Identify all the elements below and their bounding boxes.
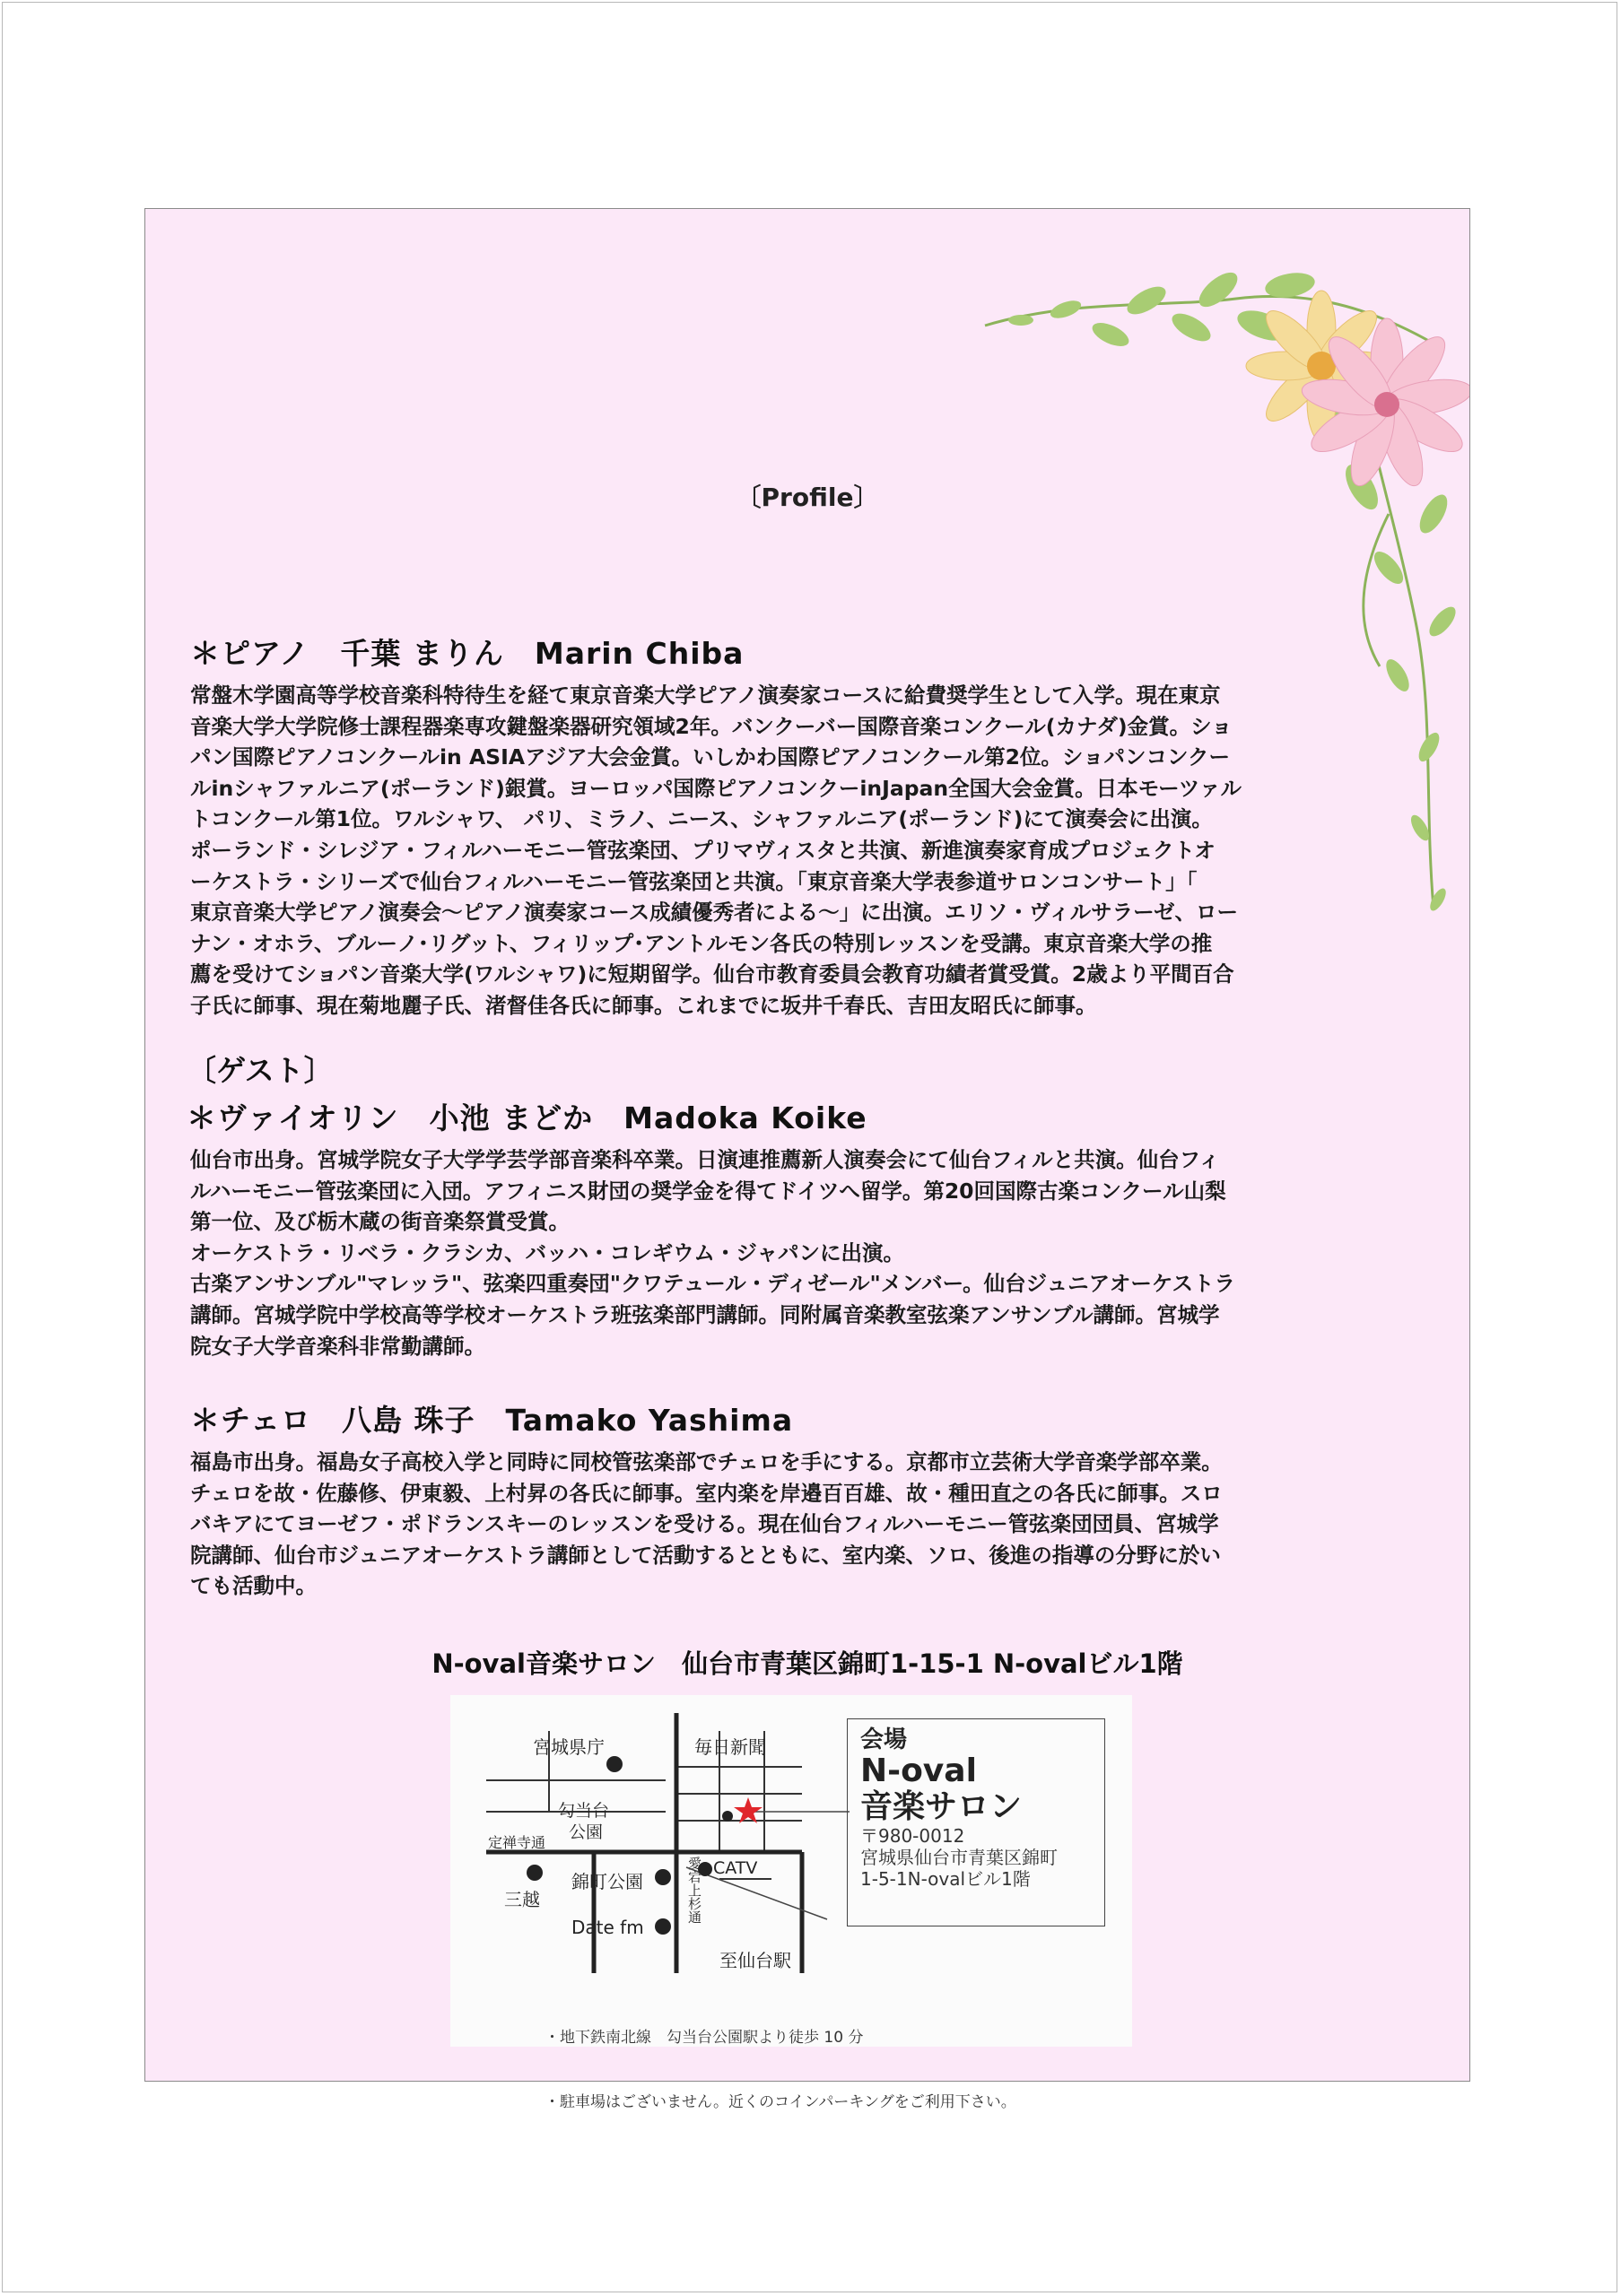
- cellist-bio-line: ても活動中。: [190, 1573, 317, 1599]
- pref-office-marker: [606, 1756, 623, 1772]
- venue-map: [450, 1695, 1132, 2111]
- profile-flyer: [144, 208, 1470, 2111]
- guest-section: [187, 1048, 1425, 1361]
- pianist-bio-line: パン国際ピアノコンクールin ASIAアジア大会金賞。いしかわ国際ピアノコンクール第2位。ショパンコンクー: [190, 744, 1230, 770]
- pianist-bio-line: 東京音楽大学ピアノ演奏会～ピアノ演奏家コース成績優秀者による～」に出演。エリソ・ヴィルサラーゼ、ロー: [190, 900, 1238, 926]
- map-label-koutoudai-1: 勾当台: [558, 1801, 610, 1821]
- pianist-bio-line: ポーランド・シレジア・フィルハーモニー管弦楽団、プリマヴィスタと共演、新進演奏家育成プロジェクトオ: [190, 837, 1216, 863]
- nishikicho-park-marker: [655, 1869, 671, 1885]
- map-label-mitsukoshi: 三越: [504, 1889, 540, 1910]
- cellist-bio-line: 福島市出身。福島女子高校入学と同時に同校管弦楽部でチェロを手にする。京都市立芸術大学音楽学部卒業。: [190, 1449, 1223, 1474]
- cellist-bio-line: バキアにてヨーゼフ・ポドランスキーのレッスンを受ける。現在仙台フィルハーモニー管弦楽団団員、宮城学: [190, 1511, 1219, 1537]
- violinist-bio-line: 仙台市出身。宮城学院女子大学学芸学部音楽科卒業。日演連推薦新人演奏会にて仙台フィルと共演。仙台フィ: [190, 1147, 1220, 1172]
- cellist-bio-line: チェロを故・佐藤修、伊東毅、上村昇の各氏に師事。室内楽を岸邉百百雄、故・種田直之の各氏に師事。スロ: [190, 1480, 1223, 1506]
- map-label-koutoudai-2: 公園: [569, 1822, 604, 1842]
- venue-box-name: N-oval: [860, 1752, 977, 1789]
- venue-box-label: 会場: [860, 1726, 908, 1753]
- guest-title: 〔ゲスト〕: [187, 1053, 334, 1088]
- mitsukoshi-marker: [527, 1865, 543, 1881]
- venue-box-address: 1-5-1N-ovalビル1階: [860, 1868, 1031, 1890]
- profile-title: 〔Profile〕: [736, 483, 879, 512]
- venue-box-postal: 〒980-0012: [860, 1825, 965, 1847]
- pianist-bio-line: 薦を受けてショパン音楽大学(ワルシャワ)に短期留学。仙台市教育委員会教育功績者賞受賞。2歳より平間百合: [190, 961, 1234, 987]
- violinist-bio-line: 古楽アンサンブル"マレッラ"、弦楽四重奏団"クワテュール・ディゼール"メンバー。仙台ジュニアオーケストラ: [190, 1271, 1235, 1297]
- pianist-bio-line: ルinシャファルニア(ポーランド)銀賞。ヨーロッパ国際ピアノコンクーinJapan全国大会金賞。日本モーツァル: [190, 775, 1242, 801]
- map-label-mainichi: 毎日新聞: [694, 1736, 766, 1758]
- violinist-bio-line: オーケストラ・リベラ・クラシカ、バッハ・コレギウム・ジャパンに出演。: [190, 1239, 904, 1265]
- map-label-to-station: 至仙台駅: [719, 1950, 791, 1971]
- pianist-bio-line: トコンクール第1位。ワルシャワ、 パリ、ミラノ、ニース、シャファルニア(ポーランド)にて演奏会に出演。: [190, 806, 1213, 832]
- violinist-bio-line: 院女子大学音楽科非常勤講師。: [190, 1333, 485, 1359]
- violinist-heading: ＊ヴァイオリン 小池 まどか Madoka Koike: [187, 1100, 867, 1135]
- pianist-bio-line: 音楽大学大学院修士課程器楽専攻鍵盤楽器研究領域2年。バンクーバー国際音楽コンクール(カナダ)金賞。ショ: [190, 713, 1233, 739]
- access-notes: [545, 1984, 1016, 2156]
- pianist-section: [190, 631, 1428, 1022]
- map-label-atago-street: 愛宕上杉通: [686, 1857, 702, 1924]
- pianist-heading: ＊ピアノ 千葉 まりん Marin Chiba: [190, 636, 745, 671]
- cellist-bio-line: 院講師、仙台市ジュニアオーケストラ講師として活動するとともに、室内楽、ソロ、後進の指導の分野に於い: [190, 1542, 1221, 1568]
- date-fm-marker: [655, 1918, 671, 1935]
- pianist-bio-line: 子氏に師事、現在菊地麗子氏、渚督佳各氏に師事。これまでに坂井千春氏、吉田友昭氏に師事。: [190, 992, 1097, 1018]
- venue-box-address: 宮城県仙台市青葉区錦町: [860, 1847, 1058, 1868]
- venue-star-icon: [734, 1797, 763, 1823]
- pianist-bio-line: 常盤木学園高等学校音楽科特待生を経て東京音楽大学ピアノ演奏家コースに給費奨学生として入学。現在東京: [190, 683, 1221, 708]
- map-label-jozenji: 定禅寺通: [488, 1834, 546, 1851]
- venue-box-name: 音楽サロン: [860, 1788, 1023, 1825]
- access-note: ・駐車場はございません。近くのコインパーキングをご利用下さい。: [545, 2093, 1016, 2111]
- cellist-heading: ＊チェロ 八島 珠子 Tamako Yashima: [190, 1403, 794, 1438]
- pianist-bio-line: ナン・オホラ、ブルーノ･リグット、フィリップ･アントルモン各氏の特別レッスンを受講。東京音楽大学の推: [190, 930, 1213, 956]
- cellist-section: [190, 1397, 1428, 1602]
- map-label-catv: CATV: [713, 1858, 758, 1878]
- mainichi-marker: [722, 1811, 733, 1822]
- access-note: ・地下鉄南北線 勾当台公園駅より徒歩 10 分: [545, 2029, 864, 2047]
- violinist-bio-line: 第一位、及び栃木蔵の街音楽祭賞受賞。: [190, 1209, 570, 1235]
- venue-address-line: N-oval音楽サロン 仙台市青葉区錦町1-15-1 N-ovalビル1階: [431, 1648, 1183, 1679]
- pianist-bio-line: ーケストラ・シリーズで仙台フィルハーモニー管弦楽団と共演。「東京音楽大学表参道サロンコンサート」「: [190, 868, 1198, 894]
- map-label-date-fm: Date fm: [571, 1917, 644, 1938]
- venue-info-box: [847, 1718, 1105, 1926]
- violinist-bio-line: ルハーモニー管弦楽団に入団。アフィニス財団の奨学金を得てドイツへ留学。第20回国際古楽コンクール山梨: [190, 1178, 1226, 1204]
- violinist-bio-line: 講師。宮城学院中学校高等学校オーケストラ班弦楽部門講師。同附属音楽教室弦楽アンサンブル講師。宮城学: [190, 1301, 1220, 1327]
- map-label-nishikicho-park: 錦町公園: [571, 1871, 643, 1892]
- map-label-pref-office: 宮城県庁: [533, 1736, 605, 1758]
